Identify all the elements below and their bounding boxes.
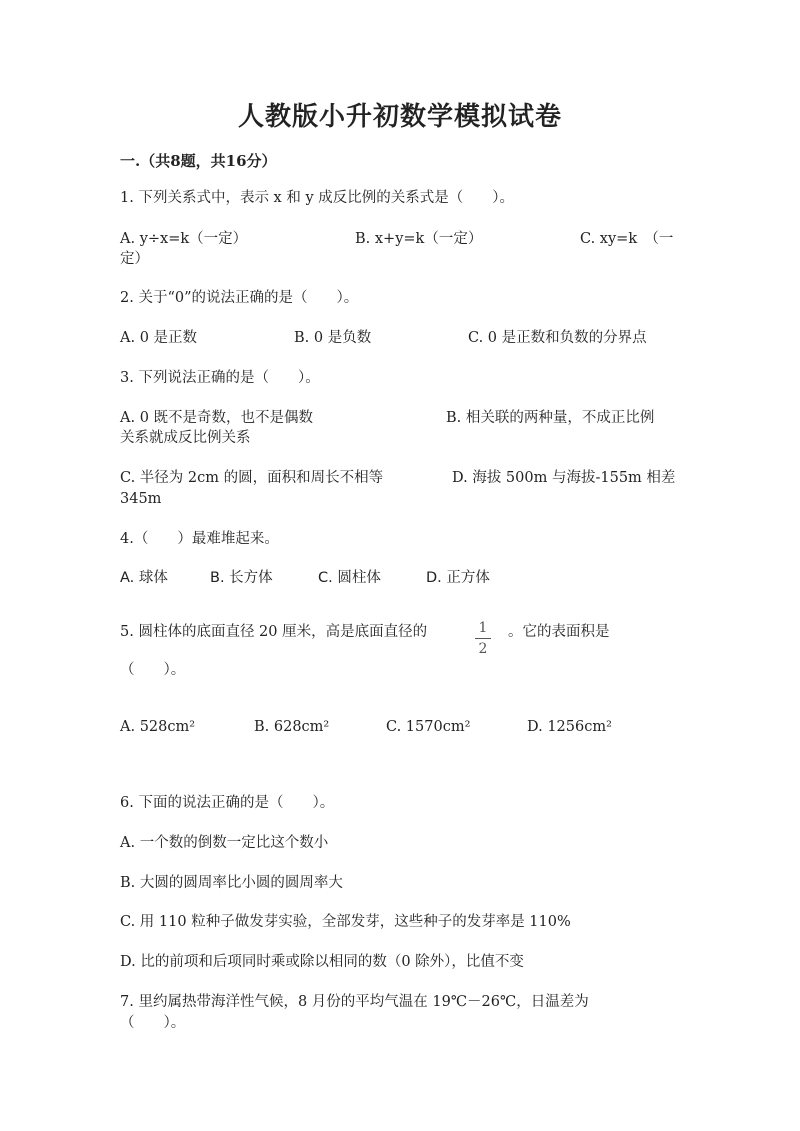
fraction-bar: [475, 638, 491, 639]
question-3-option-b-continued: 关系就成反比例关系: [120, 430, 251, 446]
question-6-option-b: B. 大圆的圆周率比小圆的圆周率大: [120, 875, 343, 891]
question-3-option-a: A. 0 既不是奇数，也不是偶数: [120, 410, 314, 426]
question-5-stem: 5. 圆柱体的底面直径 20 厘米，高是底面直径的: [120, 624, 428, 640]
question-6-stem: 6. 下面的说法正确的是（ ）。: [120, 795, 335, 811]
question-6-option-d: D. 比的前项和后项同时乘或除以相同的数（0 除外），比值不变: [120, 954, 524, 970]
question-3-option-c: C. 半径为 2cm 的圆，面积和周长不相等: [120, 470, 384, 486]
question-5-option-d: D. 1256cm²: [527, 719, 612, 735]
question-4-option-c: C. 圆柱体: [318, 570, 381, 586]
question-7-stem-continued: （ ）。: [120, 1015, 186, 1031]
question-4-option-d: D. 正方体: [426, 570, 490, 586]
question-4-option-b: B. 长方体: [210, 570, 273, 586]
question-1-option-c: C. xy=k （一: [580, 231, 674, 247]
fraction-denominator: 2: [478, 641, 488, 657]
question-5-option-c: C. 1570cm²: [386, 719, 471, 735]
question-2-option-c: C. 0 是正数和负数的分界点: [468, 330, 647, 346]
question-3-option-d-continued: 345m: [120, 491, 162, 507]
fraction-one-half: [472, 620, 494, 657]
question-4-stem: 4.（ ）最难堆起来。: [120, 531, 279, 547]
question-5-option-a: A. 528cm²: [120, 719, 196, 735]
question-4-option-a: A. 球体: [120, 570, 168, 586]
question-6-option-c: C. 用 110 粒种子做发芽实验，全部发芽，这些种子的发芽率是 110%: [120, 914, 571, 930]
question-7-stem: 7. 里约属热带海洋性气候，8 月份的平均气温在 19℃－26℃，日温差为: [120, 994, 589, 1010]
question-1-option-b: B. x+y=k（一定）: [355, 231, 483, 247]
question-1-option-a: A. y÷x=k（一定）: [120, 231, 248, 247]
fraction-numerator: 1: [478, 620, 488, 636]
question-1-stem: 1. 下列关系式中，表示 x 和 y 成反比例的关系式是（ ）。: [120, 190, 514, 206]
question-6-option-a: A. 一个数的倒数一定比这个数小: [120, 835, 329, 851]
page-title: 人教版小升初数学模拟试卷: [237, 102, 562, 132]
question-5-option-b: B. 628cm²: [254, 719, 330, 735]
question-5-stem-tail: 。它的表面积是: [508, 624, 610, 640]
question-1-option-c-continued: 定）: [120, 251, 149, 267]
question-3-option-b: B. 相关联的两种量，不成正比例: [446, 410, 655, 426]
question-2-option-b: B. 0 是负数: [294, 330, 372, 346]
section-heading: 一.（共8题，共16分）: [120, 152, 277, 170]
question-2-stem: 2. 关于“0”的说法正确的是（ ）。: [120, 290, 359, 306]
question-2-option-a: A. 0 是正数: [120, 330, 198, 346]
question-3-stem: 3. 下列说法正确的是（ ）。: [120, 370, 320, 386]
question-3-option-d: D. 海拔 500m 与海拔-155m 相差: [452, 470, 676, 486]
question-5-stem-continued: （ ）。: [120, 662, 186, 678]
